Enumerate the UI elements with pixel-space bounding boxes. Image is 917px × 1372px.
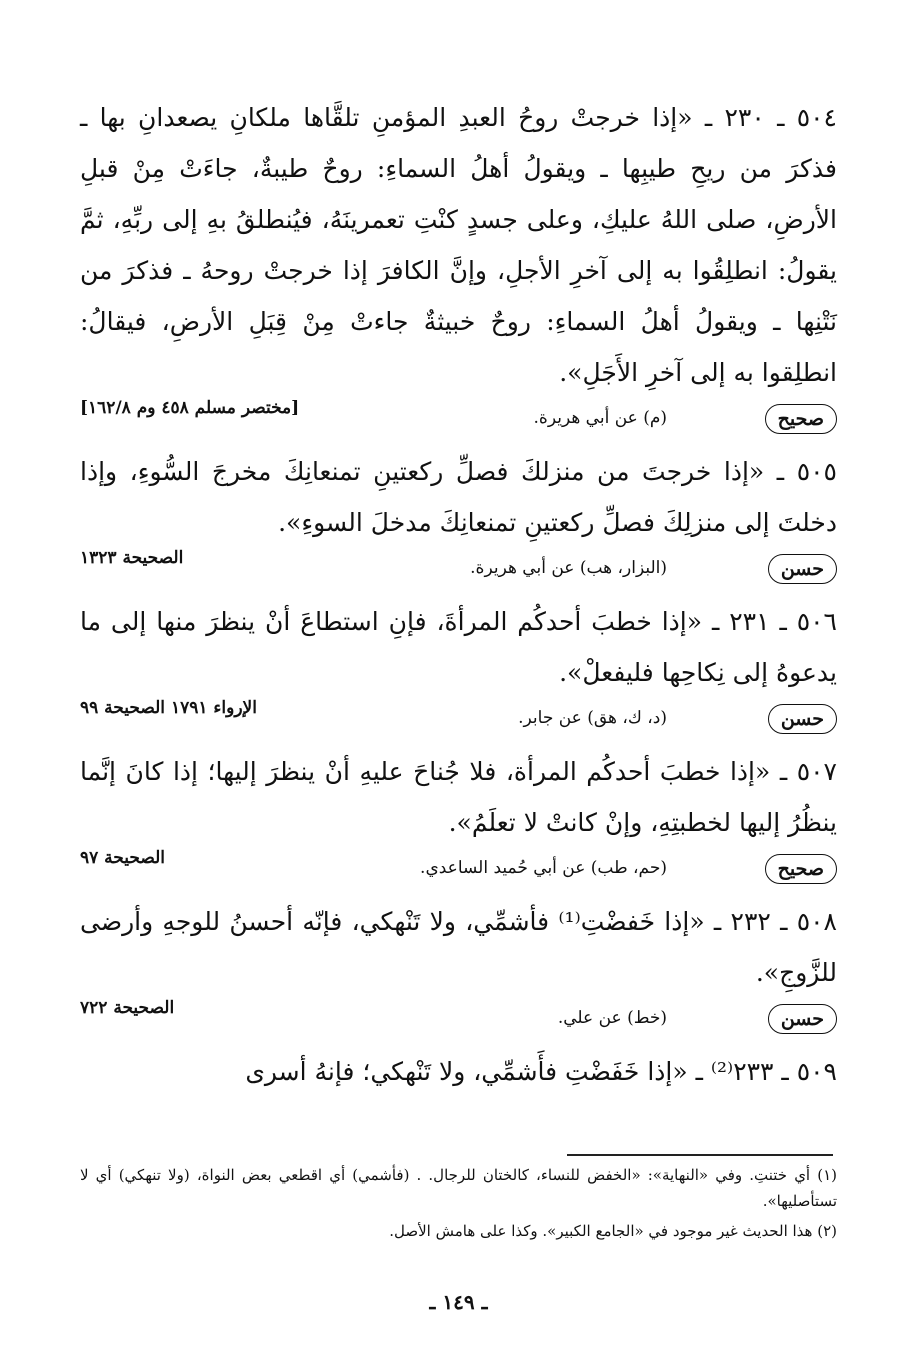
page-number: ـ ١٤٩ ـ <box>429 1290 488 1314</box>
hadith-508: ٥٠٨ ـ ٢٣٢ ـ «إذا خَفضْتِ⁽¹⁾ فأشمِّي، ولا تَنْهكي، فإنّه أحسنُ للوجهِ وأرضى للزَّوجِ». <box>80 907 837 987</box>
footnotes <box>80 1162 837 1248</box>
hadith-reference: الصحيحة ٧٢٢ <box>80 998 175 1018</box>
takhrij-505 <box>80 548 837 590</box>
grade-badge: حسن <box>768 554 837 584</box>
hadith-sources: (د، ك، هق) عن جابر. <box>518 708 667 728</box>
grade-badge: صحيح <box>765 404 837 434</box>
main-text <box>80 92 837 1097</box>
hadith-506: ٥٠٦ ـ ٢٣١ ـ «إذا خطبَ أحدكُم المرأةَ، فإنِ استطاعَ أنْ ينظرَ منها إلى ما يدعوهُ إلى نِكاحِها فليفعلْ». <box>80 607 837 687</box>
grade-badge: حسن <box>768 704 837 734</box>
hadith-509: ٥٠٩ ـ ٢٣٣⁽²⁾ ـ «إذا خَفَضْتِ فأَشمِّي، ولا تَنْهكي؛ فإنهُ أسرى <box>245 1057 837 1086</box>
footnote-2: (٢) هذا الحديث غير موجود في «الجامع الكبير». وكذا على هامش الأصل. <box>389 1222 837 1240</box>
takhrij-508 <box>80 998 837 1040</box>
footnote-1: (١) أي ختنتِ. وفي «النهاية»: «الخفض للنساء، كالختان للرجال. . (فأشمي) أي اقطعي بعض النواة، (ولا تنهكي) أي لا تستأصليها». <box>80 1166 837 1210</box>
footnote-divider <box>567 1154 833 1156</box>
hadith-sources: (م) عن أبي هريرة. <box>533 408 667 428</box>
hadith-sources: (حم، طب) عن أبي حُميد الساعدي. <box>420 858 667 878</box>
takhrij-506 <box>80 698 837 740</box>
hadith-reference: [مختصر مسلم ٤٥٨ وم ١٦٢/٨] <box>80 398 300 418</box>
grade-badge: حسن <box>768 1004 837 1034</box>
hadith-reference: الصحيحة ٩٧ <box>80 848 166 868</box>
hadith-504: ٥٠٤ ـ ٢٣٠ ـ «إذا خرجتْ روحُ العبدِ المؤمنِ تلقَّاها ملكانِ يصعدانِ بها ـ فذكرَ من ريحِ طيبِها ـ ويقولُ أهلُ السماءِ: روحٌ طيبةٌ، جاءَتْ مِنْ قبلِ الأرضِ، صلى اللهُ عليكِ، وعلى جسدٍ كنْتِ تعمرينَهُ، فيُنطلقُ بهِ إلى ربِّهِ، ثمَّ يقولُ: انطلِقُوا به إلى آخرِ الأجلِ، وإنَّ الكافرَ إذا خرجتْ روحهُ ـ فذكرَ من نَتْنِها ـ ويقولُ أهلُ السماءِ: روحٌ خبيثةٌ جاءتْ مِنْ قِبَلِ الأرضِ، فيقالُ: انطلِقوا به إلى آخرِ الأَجَلِ». <box>80 103 837 387</box>
hadith-sources: (خط) عن علي. <box>557 1008 667 1028</box>
takhrij-507 <box>80 848 837 890</box>
hadith-reference: الإرواء ١٧٩١ الصحيحة ٩٩ <box>80 698 257 718</box>
hadith-reference: الصحيحة ١٣٢٣ <box>80 548 184 568</box>
hadith-507: ٥٠٧ ـ «إذا خطبَ أحدكُم المرأة، فلا جُناحَ عليهِ أنْ ينظرَ إليها؛ إذا كانَ إنَّما ينظُرُ إليها لخطبتِهِ، وإنْ كانتْ لا تعلَمُ». <box>80 757 837 837</box>
hadith-505: ٥٠٥ ـ «إذا خرجتَ من منزلكَ فصلِّ ركعتينِ تمنعانِكَ مخرجَ السُّوءِ، وإذا دخلتَ إلى منزلِكَ فصلِّ ركعتينِ تمنعانِكَ مدخلَ السوءِ». <box>80 457 837 537</box>
takhrij-504 <box>80 398 837 440</box>
hadith-sources: (البزار، هب) عن أبي هريرة. <box>470 558 667 578</box>
grade-badge: صحيح <box>765 854 837 884</box>
